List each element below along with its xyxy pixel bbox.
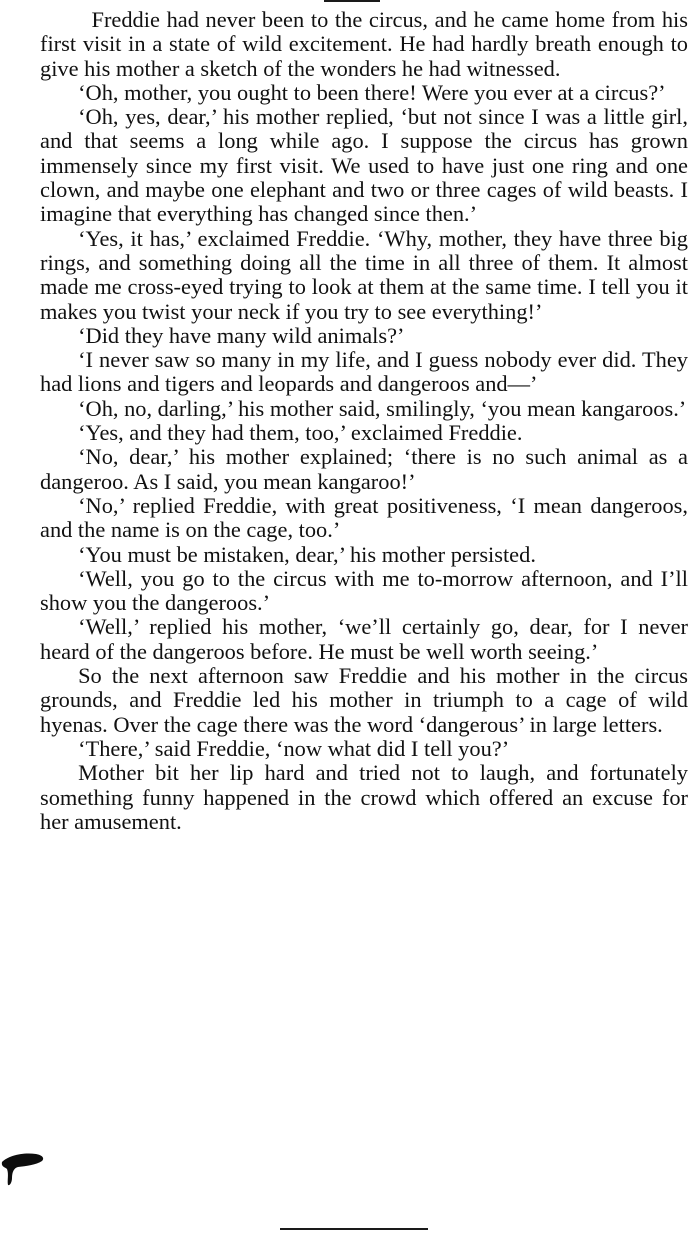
- paragraph: ‘I never saw so many in my life, and I guess nobody ever did. They had lions and tigers and leopards and dangeroos and—’: [40, 347, 688, 397]
- paragraph: ‘No, dear,’ his mother explained; ‘there is no such animal as a dangeroo. As I said, you mean kangaroo!’: [40, 444, 688, 494]
- paragraph: ‘No,’ replied Freddie, with great positiveness, ‘I mean dangeroos, and the name is on the cage, too.’: [40, 492, 688, 543]
- paragraph: So the next afternoon saw Freddie and his mother in the circus grounds, and Freddie led his mother in triumph to a cage of wild hyenas. Over the cage there was the word ‘dangerous’ in large letters.: [40, 663, 688, 737]
- paragraph: ‘Yes, it has,’ exclaimed Freddie. ‘Why, mother, they have three big rings, and something doing all the time in all three of them. It almost made me cross-eyed trying to look at them at the same time. I tell you it makes you twist your neck if you try to see everything!’: [40, 225, 688, 324]
- paragraph: ‘There,’ said Freddie, ‘now what did I tell you?’: [78, 735, 510, 761]
- paragraph: ‘Oh, yes, dear,’ his mother replied, ‘but not since I was a little girl, and that seems a long while ago. I suppose the circus has grown immensely since my first visit. We used to have just one ring and one clown, and maybe one elephant and two or three cages of wild beasts. I imagine that everything has changed since then.’: [40, 104, 688, 227]
- top-rule: [324, 0, 380, 2]
- paragraph: ‘Yes, and they had them, too,’ exclaimed Freddie.: [78, 420, 523, 446]
- paragraph: ‘Well,’ replied his mother, ‘we’ll certainly go, dear, for I never heard of the dangeroos before. He must be well worth seeing.’: [40, 614, 688, 664]
- paragraph: ‘You must be mistaken, dear,’ his mother persisted.: [78, 541, 536, 567]
- paragraph: ‘Well, you go to the circus with me to-morrow afternoon, and I’ll show you the dangeroos.’: [40, 565, 688, 616]
- story-text: [40, 8, 688, 834]
- paragraph: Mother bit her lip hard and tried not to laugh, and fortunately something funny happened in the crowd which offered an excuse for her amusement.: [40, 760, 688, 834]
- paragraph: Freddie had never been to the circus, and he came home from his first visit in a state of wild excitement. He had hardly breath enough to give his mother a sketch of the wonders he had witnessed.: [40, 7, 688, 81]
- bottom-rule: [280, 1228, 428, 1230]
- paragraph: ‘Oh, mother, you ought to been there! Were you ever at a circus?’: [78, 79, 666, 105]
- paragraph: ‘Oh, no, darling,’ his mother said, smilingly, ‘you mean kangaroos.’: [78, 395, 687, 421]
- ink-blot-icon: [0, 1148, 46, 1188]
- paragraph: ‘Did they have many wild animals?’: [78, 322, 405, 348]
